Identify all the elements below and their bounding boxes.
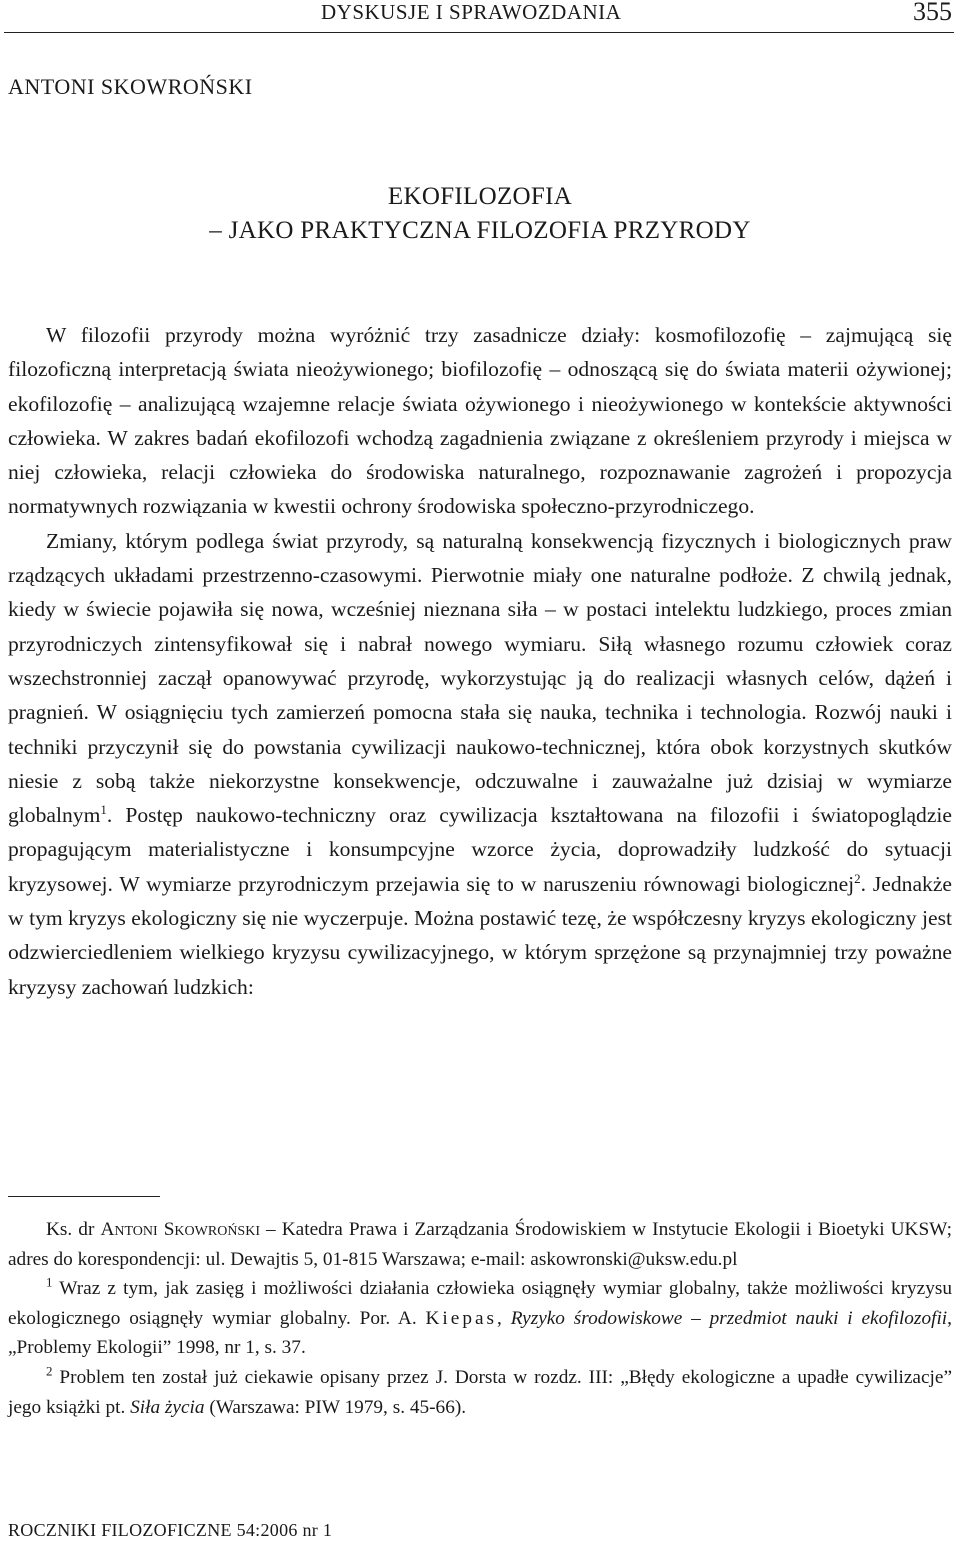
article-title-line2: – JAKO PRAKTYCZNA FILOZOFIA PRZYRODY <box>209 217 751 244</box>
footnote-ref-2: 2 <box>854 870 861 886</box>
footnotes <box>8 1215 952 1422</box>
author-note-prefix: Ks. dr <box>46 1219 101 1240</box>
footnote-2-text: Problem ten został już ciekawie opisany przez J. Dorsta w rozdz. III: „Błędy ekologiczne a upadłe cywilizacje” jego książki pt. <box>8 1366 952 1418</box>
paragraph-2-text-a: Zmiany, którym podlega świat przyrody, są naturalną konsekwencją fizycznych i biologicznych praw rządzących układami przestrzenno-czasowymi. Pierwotnie miały one naturalne podłoże. Z chwilą jednak, kiedy w świecie pojawiła się nowa, wcześniej nieznana siła – w postaci intelektu ludzkiego, proces zmian przyrodniczych zintensyfikował się i nabrał nowego wymiaru. Siłą własnego rozumu człowiek coraz wszechstronniej zaczął opanowywać przyrodę, wykorzystując ją do realizacji własnych celów, dążeń i pragnień. W osiągnięciu tych zamierzeń pomocna stała się nauka, technika i technologia. Rozwój nauki i techniki przyczynił się do powstania cywilizacji naukowo-technicznej, która obok korzystnych skutków niesie z sobą także niekorzystne konsekwencje, odczuwalne i zauważalne już dzisiaj w wymiarze globalnym <box>8 528 952 828</box>
author-note-text: – Katedra Prawa i Zarządzania Środowiskiem w Instytucie Ekologii i Bioetyki UKSW; adres do korespondencji: ul. Dewajtis 5, 01-815 Warszawa; e-mail: askowronski@uksw.edu.pl <box>8 1219 953 1270</box>
footnote-2-number: 2 <box>46 1363 53 1379</box>
footnote-2 <box>8 1363 952 1422</box>
footnote-1-rest: , „Problemy Ekologii” 1998, nr 1, s. 37. <box>8 1307 952 1359</box>
author-footnote <box>8 1215 952 1274</box>
running-header: DYSKUSJE I SPRAWOZDANIA <box>321 0 622 24</box>
paragraph-1-text: W filozofii przyrody można wyróżnić trzy zasadnicze działy: kosmofilozofię – zajmującą się filozoficzną interpretacją świata nieożywionego; biofilozofię – odnoszącą się do świata materii ożywionej; ekofilozofię – analizującą wzajemne relacje świata ożywionego i nieożywionego w kontekście aktywności człowieka. W zakres badań ekofilozofi wchodzą zagadnienia związane z określeniem przyrody i miejsca w niej człowieka, relacji człowieka do środowiska naturalnego, rozpoznawanie zagrożeń i propozycja normatywnych rozwiązania w kwestii ochrony środowiska społeczno-przyrodniczego. <box>8 323 952 519</box>
journal-footer: ROCZNIKI FILOZOFICZNE 54:2006 nr 1 <box>8 1520 333 1540</box>
page-number: 355 <box>913 0 952 26</box>
footnote-1 <box>8 1274 952 1363</box>
paragraph-2-text-c: . Jednakże w tym kryzys ekologiczny się nie wyczerpuje. Można postawić tezę, że współczesny kryzys ekologiczny jest odzwierciedleniem wielkiego kryzysu cywilizacyjnego, w którym sprzężone są przynajmniej trzy poważne kryzysy zachowań ludzkich: <box>8 871 952 999</box>
footnote-separator <box>8 1196 160 1197</box>
footnote-1-number: 1 <box>46 1274 53 1290</box>
paragraph-2 <box>8 524 952 1004</box>
article-title-line1: EKOFILOZOFIA <box>387 183 573 210</box>
header-rule <box>4 32 954 33</box>
footnote-1-text: Wraz z tym, jak zasięg i możliwości działania człowieka osiągnęły wymiar globalny, także możliwości kryzysu ekologicznego osiągnęły wymiar globalny. Por. A. <box>8 1278 952 1329</box>
footnote-2-title: Siła życia <box>130 1396 205 1418</box>
article-body <box>8 318 952 1004</box>
article-author: ANTONI SKOWROŃSKI <box>8 74 253 99</box>
footnote-1-comma: , <box>497 1307 511 1329</box>
footnote-1-title: Ryzyko środowiskowe – przedmiot nauki i ekofilozofii <box>510 1307 948 1329</box>
paragraph-1 <box>8 318 952 524</box>
author-note-name: Antoni Skowroński <box>100 1219 260 1240</box>
paragraph-2-text-b: . Postęp naukowo-techniczny oraz cywilizacja kształtowana na filozofii i światopoglądzie propagującym materialistyczne i konsumpcyjne wzorce życia, doprowadziły ludzkość do sytuacji kryzysowej. W wymiarze przyrodniczym przejawia się to w naruszeniu równowagi biologicznej <box>8 803 952 896</box>
footnote-1-author: Kiepas <box>425 1307 498 1329</box>
footnote-ref-1: 1 <box>100 801 107 817</box>
footnote-2-rest: (Warszawa: PIW 1979, s. 45-66). <box>204 1396 467 1418</box>
